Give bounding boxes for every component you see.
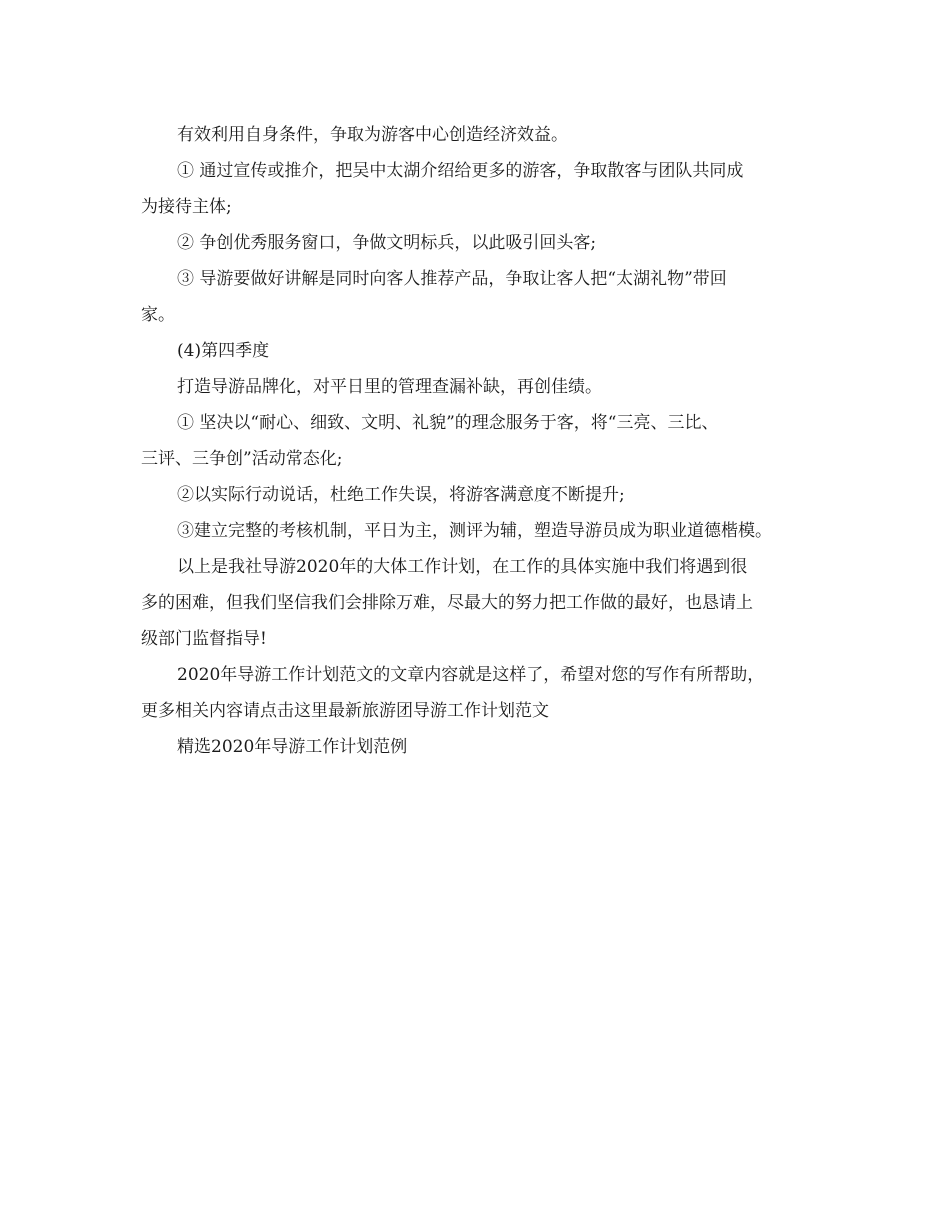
related-article-line: 精选2020年导游工作计划范例 — [177, 737, 408, 757]
list-item-2: ②以实际行动说话，杜绝工作失误，将游客满意度不断提升; — [177, 485, 625, 505]
summary-paragraph-line-3: 级部门监督指导! — [141, 629, 267, 649]
closing-paragraph-line-1: 2020年导游工作计划范文的文章内容就是这样了，希望对您的写作有所帮助， — [177, 665, 765, 685]
list-item-1-line-2: 三评、三争创”活动常态化; — [141, 449, 343, 469]
section-heading-q4: (4)第四季度 — [177, 341, 270, 361]
closing-paragraph-line-2: 更多相关内容请点击这里最新旅游团导游工作计划范文 — [141, 701, 549, 721]
list-item-2: ② 争创优秀服务窗口，争做文明标兵，以此吸引回头客; — [177, 233, 597, 253]
list-item-3-line-2: 家。 — [141, 305, 175, 325]
list-item-3: ③建立完整的考核机制，平日为主，测评为辅，塑造导游员成为职业道德楷模。 — [177, 521, 772, 541]
list-item-3-line-1: ③ 导游要做好讲解是同时向客人推荐产品，争取让客人把“太湖礼物”带回 — [177, 269, 727, 289]
list-item-1-line-2: 为接待主体; — [141, 197, 232, 217]
document-body — [141, 117, 831, 765]
list-item-1-line-1: ① 通过宣传或推介，把吴中太湖介绍给更多的游客，争取散客与团队共同成 — [177, 161, 744, 181]
summary-paragraph-line-2: 多的困难，但我们坚信我们会排除万难，尽最大的努力把工作做的最好，也恳请上 — [141, 593, 753, 613]
paragraph-line: 有效利用自身条件，争取为游客中心创造经济效益。 — [177, 125, 568, 145]
paragraph-line: 打造导游品牌化，对平日里的管理查漏补缺，再创佳绩。 — [177, 377, 602, 397]
summary-paragraph-line-1: 以上是我社导游2020年的大体工作计划，在工作的具体实施中我们将遇到很 — [177, 557, 748, 577]
list-item-1-line-1: ① 坚决以“耐心、细致、文明、礼貌”的理念服务于客，将“三亮、三比、 — [177, 413, 719, 433]
